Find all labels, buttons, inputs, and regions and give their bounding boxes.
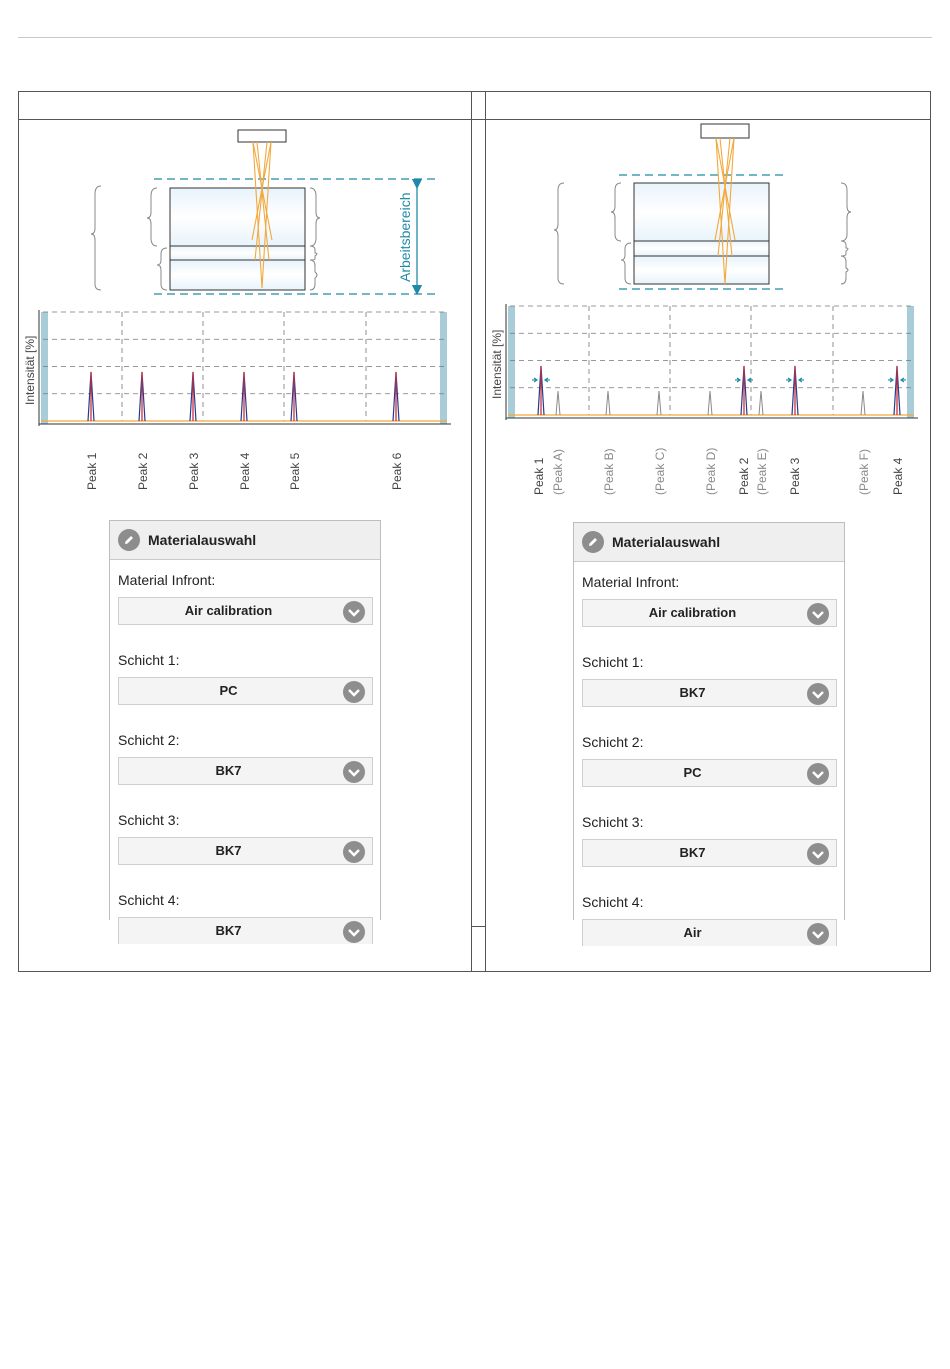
peak-label: Peak 3 xyxy=(788,457,802,495)
peak-label: Peak 4 xyxy=(891,457,905,495)
divider-tick xyxy=(471,926,485,927)
page-top-rule xyxy=(18,37,932,38)
range-label: Arbeitsbereich xyxy=(397,192,413,282)
pencil-icon[interactable] xyxy=(118,529,140,551)
select-value: PC xyxy=(683,765,702,780)
field-label-schicht-4: Schicht 4: xyxy=(118,892,180,908)
y-axis-label: Intensität [%] xyxy=(23,335,37,405)
ignored-peak-label: (Peak C) xyxy=(653,447,667,495)
select-schicht-3[interactable] xyxy=(582,839,837,867)
ignored-peak-label: (Peak A) xyxy=(551,448,565,495)
field-label-schicht-2: Schicht 2: xyxy=(118,732,180,748)
chart-grid xyxy=(43,312,447,421)
field-label-schicht-2: Schicht 2: xyxy=(582,734,644,750)
select-schicht-2[interactable] xyxy=(118,757,373,785)
chevron-down-icon[interactable] xyxy=(807,683,829,705)
glass-layer-2 xyxy=(170,246,305,260)
peak-label: Peak 4 xyxy=(238,452,252,490)
peak-label: Peak 2 xyxy=(136,452,150,490)
chevron-down-icon[interactable] xyxy=(807,923,829,945)
select-schicht-3[interactable] xyxy=(118,837,373,865)
ignored-peak-label: (Peak B) xyxy=(602,448,616,495)
sensor-head xyxy=(701,124,749,138)
right-figure xyxy=(486,120,931,500)
peak-label: Peak 1 xyxy=(532,457,546,495)
chevron-down-icon[interactable] xyxy=(807,843,829,865)
select-value: BK7 xyxy=(215,843,242,858)
ignored-peak-mark xyxy=(759,391,763,415)
chart-band-left xyxy=(41,312,48,424)
select-value: Air calibration xyxy=(648,605,737,620)
chevron-down-icon[interactable] xyxy=(343,841,365,863)
material-panel-title: Materialauswahl xyxy=(148,532,257,548)
field-label-infront: Material Infront: xyxy=(118,572,216,588)
select-value: BK7 xyxy=(679,685,706,700)
select-value: Air xyxy=(683,925,702,940)
peak-label: Peak 2 xyxy=(737,457,751,495)
glass-layer-3 xyxy=(634,256,769,284)
chart-band-right xyxy=(907,306,914,418)
ignored-peak-label: (Peak E) xyxy=(755,448,769,495)
chart-band-right xyxy=(440,312,447,424)
field-label-infront: Material Infront: xyxy=(582,574,680,590)
chart-band-left xyxy=(508,306,515,418)
ignored-peak-mark xyxy=(708,391,712,415)
column-divider-left xyxy=(471,91,472,972)
glass-layer-1 xyxy=(634,183,769,241)
field-label-schicht-1: Schicht 1: xyxy=(118,652,180,668)
ignored-peak-mark xyxy=(606,391,610,415)
field-label-schicht-3: Schicht 3: xyxy=(582,814,644,830)
chevron-down-icon[interactable] xyxy=(807,763,829,785)
chevron-down-icon[interactable] xyxy=(343,761,365,783)
chevron-down-icon[interactable] xyxy=(343,601,365,623)
select-value: BK7 xyxy=(215,923,242,938)
right-material-panel xyxy=(573,522,845,940)
glass-layer-3 xyxy=(170,260,305,290)
field-label-schicht-1: Schicht 1: xyxy=(582,654,644,670)
left-peak-chart xyxy=(23,310,451,490)
peak-label: Peak 5 xyxy=(288,452,302,490)
y-axis-label: Intensität [%] xyxy=(490,329,504,399)
field-label-schicht-4: Schicht 4: xyxy=(582,894,644,910)
left-material-panel xyxy=(109,520,381,938)
ignored-peak-mark xyxy=(556,391,560,415)
glass-layer-2 xyxy=(634,241,769,256)
chart-grid xyxy=(510,306,914,415)
material-panel-header xyxy=(110,521,380,560)
chevron-down-icon[interactable] xyxy=(343,921,365,943)
peak-label: Peak 1 xyxy=(85,452,99,490)
material-panel-title: Materialauswahl xyxy=(612,534,721,550)
material-panel-header xyxy=(574,523,844,562)
left-figure xyxy=(19,120,471,500)
select-schicht-2[interactable] xyxy=(582,759,837,787)
right-peak-chart xyxy=(490,304,918,495)
ignored-peak-label: (Peak F) xyxy=(857,448,871,495)
pencil-icon[interactable] xyxy=(582,531,604,553)
ignored-peak-mark xyxy=(657,391,661,415)
select-value: BK7 xyxy=(679,845,706,860)
select-value: BK7 xyxy=(215,763,242,778)
select-schicht-1[interactable] xyxy=(582,679,837,707)
select-material-infront[interactable] xyxy=(118,597,373,625)
select-material-infront[interactable] xyxy=(582,599,837,627)
glass-layer-1 xyxy=(170,188,305,246)
chevron-down-icon[interactable] xyxy=(343,681,365,703)
select-value: PC xyxy=(219,683,238,698)
ignored-peak-mark xyxy=(861,391,865,415)
peak-label: Peak 6 xyxy=(390,452,404,490)
select-value: Air calibration xyxy=(184,603,273,618)
chevron-down-icon[interactable] xyxy=(807,603,829,625)
select-schicht-1[interactable] xyxy=(118,677,373,705)
select-schicht-4[interactable] xyxy=(582,919,837,946)
sensor-head xyxy=(238,130,286,142)
select-schicht-4[interactable] xyxy=(118,917,373,944)
field-label-schicht-3: Schicht 3: xyxy=(118,812,180,828)
ignored-peak-label: (Peak D) xyxy=(704,447,718,495)
peak-label: Peak 3 xyxy=(187,452,201,490)
